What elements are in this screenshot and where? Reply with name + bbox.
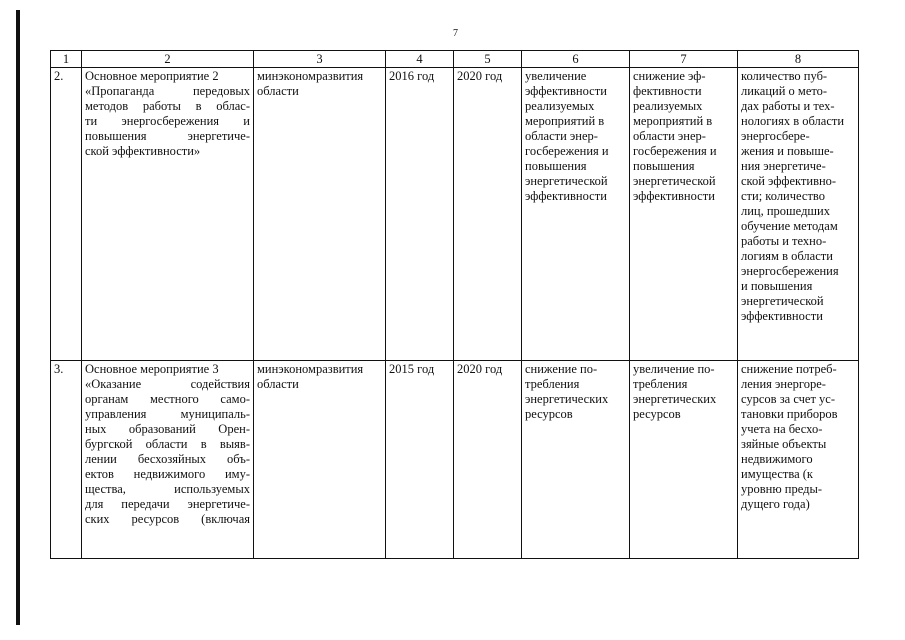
row-number: 3. [51, 361, 82, 559]
measures-table [50, 50, 859, 559]
measure-line: повышения энергетиче- [85, 129, 250, 143]
table-row [51, 68, 859, 361]
result-line: энергетических [525, 392, 609, 406]
result-line: госбережения и [525, 144, 609, 158]
result-line: требления [525, 377, 580, 391]
consequence-cell [630, 68, 738, 361]
indicator-line: эффективности [741, 309, 823, 323]
measure-line: ти энергосбережения и [85, 114, 250, 128]
indicator-line: снижение потреб- [741, 362, 837, 376]
header-row [51, 51, 859, 68]
executor-line: минэкономразвития [257, 69, 364, 83]
executor-line: области [257, 84, 299, 98]
measure-line: Основное мероприятие 3 [85, 362, 219, 376]
indicator-line: ской эффективно- [741, 174, 837, 188]
consequence-line: увеличение по- [633, 362, 715, 376]
consequence-line: реализуемых [633, 99, 703, 113]
measure-cell [82, 361, 254, 559]
measure-line: «Пропаганда передовых [85, 84, 250, 98]
indicator-line: лиц, прошедших [741, 204, 830, 218]
measure-line: ектов недвижимого иму- [85, 467, 250, 481]
start-year-cell: 2016 год [386, 68, 454, 361]
consequence-line: фективности [633, 84, 702, 98]
measure-cell [82, 68, 254, 361]
measure-line: бургской области в выяв- [85, 437, 250, 451]
indicator-line: недвижимого [741, 452, 813, 466]
row-number: 2. [51, 68, 82, 361]
header-cell: 1 [51, 51, 82, 68]
consequence-line: энергетических [633, 392, 717, 406]
indicator-line: работы и техно- [741, 234, 827, 248]
result-line: области энер- [525, 129, 598, 143]
indicator-line: зяйные объекты [741, 437, 827, 451]
consequence-line: области энер- [633, 129, 706, 143]
measure-line: лении бесхозяйных объ- [85, 452, 250, 466]
result-cell [522, 361, 630, 559]
indicator-line: энергосбережения [741, 264, 839, 278]
indicator-line: жения и повыше- [741, 144, 834, 158]
indicator-line: уровню преды- [741, 482, 823, 496]
header-cell: 4 [386, 51, 454, 68]
indicator-line: ликаций о мето- [741, 84, 828, 98]
header-cell: 8 [738, 51, 859, 68]
indicator-line: нологиях в области [741, 114, 845, 128]
consequence-cell [630, 361, 738, 559]
indicator-cell [738, 361, 859, 559]
consequence-line: энергетической [633, 174, 716, 188]
page-number: 7 [453, 28, 458, 39]
indicator-cell [738, 68, 859, 361]
measure-line: ской эффективности» [85, 144, 201, 158]
executor-line: минэкономразвития [257, 362, 364, 376]
result-line: эффективности [525, 84, 607, 98]
indicator-line: ния энергетиче- [741, 159, 826, 173]
result-line: повышения [525, 159, 587, 173]
measure-line: органам местного само- [85, 392, 250, 406]
indicator-line: энергетической [741, 294, 824, 308]
end-year-cell: 2020 год [454, 68, 522, 361]
consequence-line: снижение эф- [633, 69, 706, 83]
measure-line: управления муниципаль- [85, 407, 250, 421]
indicator-line: дущего года) [741, 497, 810, 511]
indicator-line: дах работы и тех- [741, 99, 835, 113]
result-line: энергетической [525, 174, 608, 188]
indicator-line: учета на бесхо- [741, 422, 823, 436]
indicator-line: энергосбере- [741, 129, 810, 143]
result-line: ресурсов [525, 407, 573, 421]
indicator-line: имущества (к [741, 467, 813, 481]
header-cell: 3 [254, 51, 386, 68]
header-cell: 7 [630, 51, 738, 68]
measure-line: ных образований Орен- [85, 422, 250, 436]
result-line: мероприятий в [525, 114, 605, 128]
table-row [51, 361, 859, 559]
result-line: снижение по- [525, 362, 598, 376]
result-line: увеличение [525, 69, 587, 83]
executor-cell [254, 361, 386, 559]
executor-cell [254, 68, 386, 361]
measure-line: щества, используемых [85, 482, 250, 496]
consequence-line: мероприятий в [633, 114, 713, 128]
measure-line: для передачи энергетиче- [85, 497, 250, 511]
indicator-line: логиям в области [741, 249, 833, 263]
result-line: эффективности [525, 189, 607, 203]
consequence-line: ресурсов [633, 407, 681, 421]
consequence-line: требления [633, 377, 688, 391]
start-year-cell: 2015 год [386, 361, 454, 559]
scan-edge-line [16, 10, 20, 625]
measure-line: «Оказание содействия [85, 377, 250, 391]
header-cell: 2 [82, 51, 254, 68]
indicator-line: количество пуб- [741, 69, 828, 83]
result-cell [522, 68, 630, 361]
header-cell: 6 [522, 51, 630, 68]
indicator-line: ления энергоре- [741, 377, 826, 391]
indicator-line: тановки приборов [741, 407, 838, 421]
consequence-line: эффективности [633, 189, 715, 203]
header-cell: 5 [454, 51, 522, 68]
measure-line: методов работы в облас- [85, 99, 250, 113]
indicator-line: сти; количество [741, 189, 825, 203]
measure-line: ских ресурсов (включая [85, 512, 250, 526]
result-line: реализуемых [525, 99, 595, 113]
indicator-line: сурсов за счет ус- [741, 392, 836, 406]
end-year-cell: 2020 год [454, 361, 522, 559]
consequence-line: повышения [633, 159, 695, 173]
consequence-line: госбережения и [633, 144, 717, 158]
indicator-line: и повышения [741, 279, 813, 293]
indicator-line: обучение методам [741, 219, 838, 233]
measure-line: Основное мероприятие 2 [85, 69, 219, 83]
executor-line: области [257, 377, 299, 391]
